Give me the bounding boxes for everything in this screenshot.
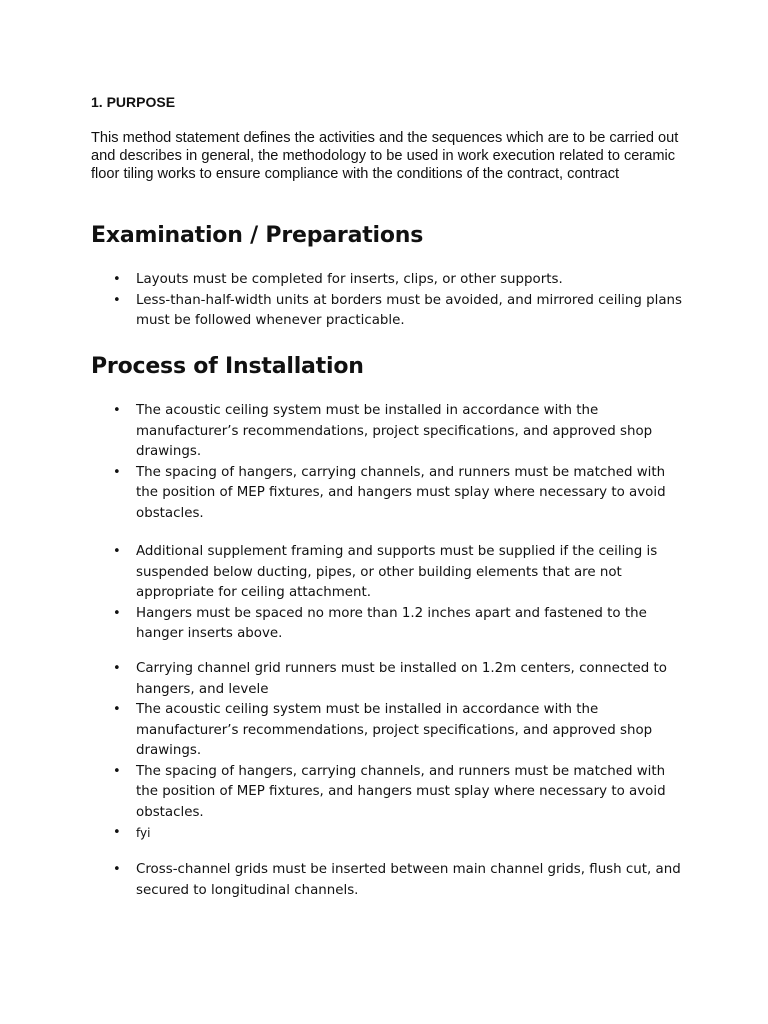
list-item — [0, 659, 684, 700]
bullet-icon: • — [113, 292, 121, 308]
bullet-icon: • — [113, 605, 121, 621]
list-item — [0, 762, 684, 824]
installation-list-4 — [0, 860, 768, 901]
bullet-icon: • — [113, 825, 121, 840]
installation-list-1 — [0, 401, 768, 524]
installation-heading: Process of Installation — [91, 354, 364, 379]
bullet-icon: • — [113, 763, 121, 779]
list-item-text: fyi — [136, 826, 151, 840]
list-item-text: Less-than-half-width units at borders must be avoided, and mirrored ceiling plans must be followed whenever practicable. — [136, 292, 683, 328]
list-item-text: The spacing of hangers, carrying channels, and runners must be matched with the position of MEP fixtures, and hangers must splay where necessary to avoid obstacles. — [136, 464, 666, 521]
list-item-text: Layouts must be completed for inserts, clips, or other supports. — [136, 272, 563, 287]
bullet-icon: • — [113, 702, 121, 717]
list-item — [0, 542, 684, 604]
list-item — [0, 463, 684, 525]
installation-list-3 — [0, 659, 768, 844]
bullet-icon: • — [113, 544, 121, 559]
list-item — [0, 291, 684, 332]
list-item-text: Cross-channel grids must be inserted between main channel grids, flush cut, and secured to longitudinal channels. — [136, 862, 681, 898]
list-item-text: The acoustic ceiling system must be installed in accordance with the manufacturer’s recommendations, project specifications, and approved shop drawings. — [136, 403, 653, 459]
bullet-icon: • — [113, 403, 121, 418]
list-item — [0, 860, 684, 901]
installation-list-2 — [0, 542, 768, 645]
list-item-text: Hangers must be spaced no more than 1.2 inches apart and fastened to the hanger inserts above. — [136, 605, 647, 641]
bullet-icon: • — [113, 464, 121, 480]
list-item — [0, 823, 684, 844]
list-item — [0, 604, 684, 645]
bullet-icon: • — [113, 862, 121, 877]
list-item-text: The acoustic ceiling system must be installed in accordance with the manufacturer’s recommendations, project specifications, and approved shop drawings. — [136, 702, 653, 758]
list-item-text: The spacing of hangers, carrying channels, and runners must be matched with the position of MEP fixtures, and hangers must splay where necessary to avoid obstacles. — [136, 763, 666, 820]
list-item — [0, 700, 684, 762]
list-item — [0, 270, 684, 291]
examination-heading: Examination / Preparations — [91, 223, 424, 248]
examination-list — [0, 270, 768, 332]
list-item-text: Carrying channel grid runners must be installed on 1.2m centers, connected to hangers, and levele — [136, 661, 667, 697]
list-item — [0, 401, 684, 463]
purpose-heading: 1. PURPOSE — [91, 94, 176, 110]
bullet-icon: • — [113, 661, 121, 676]
bullet-icon: • — [113, 272, 121, 287]
purpose-paragraph: This method statement defines the activities and the sequences which are to be carried out and describes in general, the methodology to be used in work execution related to ceramic floor tiling works to ensure compliance with the conditions of the contract, contract — [91, 130, 679, 182]
list-item-text: Additional supplement framing and supports must be supplied if the ceiling is suspended below ducting, pipes, or other building elements that are not appropriate for ceiling attachment. — [136, 544, 658, 600]
